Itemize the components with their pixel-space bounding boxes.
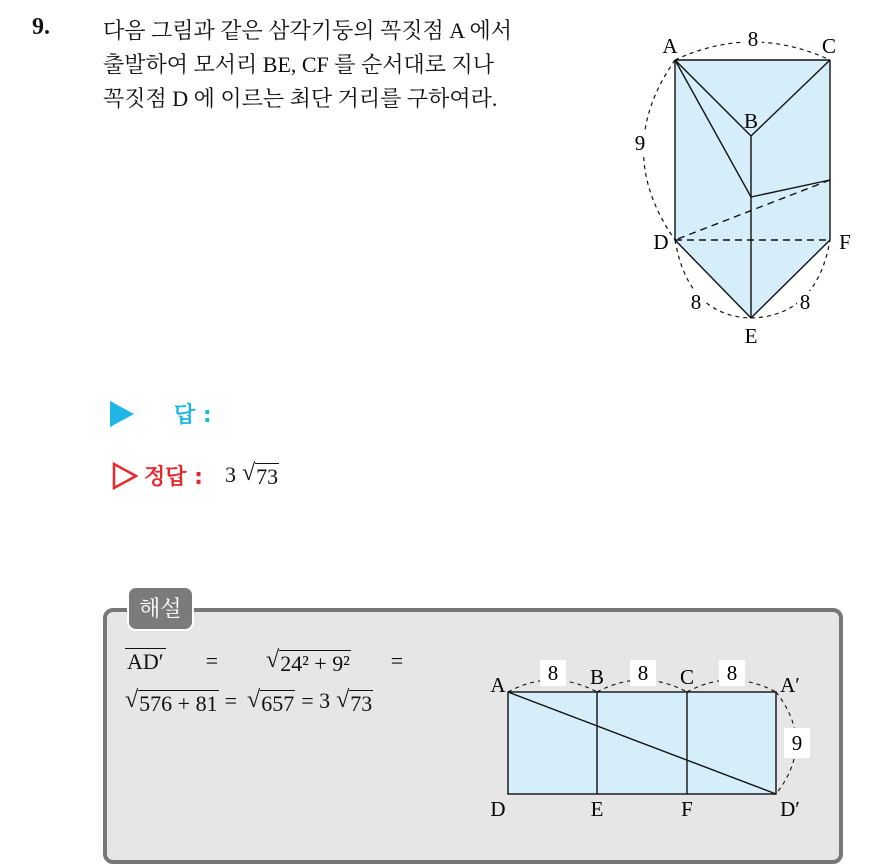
- equals-1: =: [205, 648, 219, 673]
- radicand-576-81: 576 + 81: [139, 691, 218, 716]
- net-label-a: A: [490, 673, 506, 697]
- correct-answer-label: 정답 :: [144, 465, 203, 490]
- net-label-b: B: [589, 665, 605, 689]
- correct-coef: 3: [224, 462, 236, 488]
- net-label-d-prime: D′: [780, 797, 800, 821]
- net-label-d: D: [490, 797, 506, 821]
- question-line-2: 출발하여 모서리 BE, CF 를 순서대로 지나: [103, 52, 495, 77]
- net-height-label: 9: [791, 731, 803, 755]
- net-label-f: F: [681, 797, 693, 821]
- sqrt-expr-1: √ 24² + 9²: [266, 647, 350, 676]
- prism-label-top: 8: [747, 27, 759, 51]
- question-number: 9.: [32, 14, 50, 40]
- vertex-label-e: E: [744, 324, 758, 348]
- net-width-label-3: 8: [726, 661, 738, 685]
- segment-ad-prime: AD′: [127, 649, 164, 674]
- vertex-label-a: A: [662, 34, 678, 58]
- prism-label-bottom-right: 8: [799, 290, 811, 314]
- net-label-e: E: [590, 797, 604, 821]
- radicand-24-9: 24² + 9²: [280, 651, 350, 676]
- net-width-label-2: 8: [637, 661, 649, 685]
- solution-line-2: [125, 688, 403, 728]
- sqrt-73: √ 73: [241, 460, 279, 490]
- answer-row: [110, 398, 212, 429]
- vertex-label-b: B: [743, 109, 759, 133]
- prism-figure: [620, 20, 860, 350]
- vertex-label-f: F: [839, 230, 851, 254]
- net-figure: [480, 652, 830, 827]
- play-triangle-icon: [110, 401, 134, 427]
- equals-3: =: [224, 688, 238, 713]
- net-label-c: C: [679, 665, 695, 689]
- equals-4: = 3: [301, 688, 331, 713]
- vertex-label-d: D: [653, 230, 669, 254]
- prism-label-bottom-left: 8: [690, 290, 702, 314]
- sqrt-expr-3: √ 657: [247, 687, 295, 716]
- equals-2: =: [390, 648, 404, 673]
- net-width-label-1: 8: [547, 661, 559, 685]
- question-line-1: 다음 그림과 같은 삼각기둥의 꼭짓점 A 에서: [103, 18, 512, 43]
- correct-answer-row: [110, 460, 279, 491]
- solution-text: [125, 648, 403, 728]
- question-text: [103, 14, 603, 116]
- answer-label: 답 :: [174, 403, 212, 428]
- vertex-label-c: C: [821, 34, 837, 58]
- net-label-a-prime: A′: [780, 673, 800, 697]
- radicand-73: 73: [350, 691, 373, 716]
- prism-label-height: 9: [634, 131, 646, 155]
- solution-tag: 해설: [127, 586, 194, 631]
- correct-radicand: 73: [256, 464, 279, 490]
- sqrt-expr-2: √ 576 + 81: [125, 687, 218, 716]
- correct-answer-value: [225, 461, 279, 489]
- prism-dim-height: [644, 60, 676, 240]
- solution-line-1: [125, 648, 403, 688]
- radicand-657: 657: [261, 691, 295, 716]
- sqrt-expr-4: √ 73: [336, 687, 373, 716]
- outline-triangle-icon: [112, 462, 138, 490]
- question-line-3: 꼭짓점 D 에 이르는 최단 거리를 구하여라.: [103, 86, 498, 111]
